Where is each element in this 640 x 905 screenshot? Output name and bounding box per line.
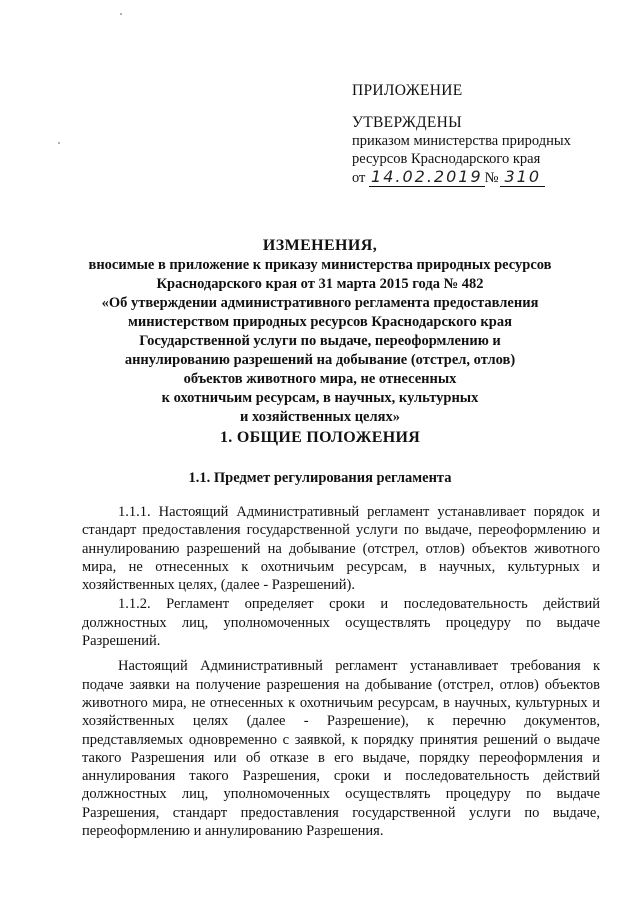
approval-block <box>352 82 612 187</box>
document-body <box>82 503 600 840</box>
handwritten-date: 14.02.2019 <box>371 167 483 186</box>
scan-speck <box>120 13 122 15</box>
approved-heading: УТВЕРЖДЕНЫ <box>352 114 462 131</box>
paragraph-1-1-1: 1.1.1. Настоящий Административный регламент устанавливает порядок и стандарт предоставления государственной услуги по выдаче, переоформлению и аннулированию разрешений на добывание (отстрел, отлов) объектов животного мира, не отнесенных к охотничьим ресурсам, в научных, культурных и хозяйственных целях, (далее - Разрешений). <box>82 504 600 594</box>
from-label: от <box>352 170 366 186</box>
changes-title-line: аннулированию разрешений на добывание (отстрел, отлов) <box>124 352 516 368</box>
approval-order-line: приказом министерства природных <box>352 133 571 149</box>
approval-date-number-line <box>352 168 612 187</box>
scan-speck <box>58 142 60 144</box>
changes-title-line: Государственной услуги по выдаче, переоформлению и <box>139 333 501 349</box>
changes-title-line: министерством природных ресурсов Краснодарского края <box>128 314 512 330</box>
changes-title: ИЗМЕНЕНИЯ, <box>262 237 378 254</box>
changes-title-line: вносимые в приложение к приказу министерства природных ресурсов <box>88 257 552 273</box>
changes-title-line: Краснодарского края от 31 марта 2015 года № 482 <box>156 276 484 292</box>
changes-title-line: объектов животного мира, не отнесенных <box>183 371 457 387</box>
paragraph-requirements: Настоящий Административный регламент устанавливает требования к подаче заявки на получение разрешения на добывание (отстрел, отлов) объектов животного мира, не отнесенных к охотничьим ресурсам, в научных, культурных и хозяйственных целях (далее - Разрешение), к перечню документов, представляемых одновременно с заявкой, к порядку принятия решений о выдаче такого Разрешения или об отказе в его выдаче, порядку переоформления и аннулирования такого Разрешения, сроки и последовательность действий должностных лиц, уполномоченных осуществлять процедуру по выдаче Разрешения, стандарт предоставления государственной услуги по выдаче, переоформлению и аннулированию Разрешения. <box>82 658 600 840</box>
approval-ministry-line: ресурсов Краснодарского края <box>352 151 541 167</box>
number-label: № <box>484 170 499 186</box>
appendix-heading: ПРИЛОЖЕНИЕ <box>352 82 463 99</box>
changes-title-line: и хозяйственных целях» <box>240 409 400 425</box>
paragraph-1-1-2: 1.1.2. Регламент определяет сроки и последовательность действий должностных лиц, уполномоченных осуществлять процедуру по выдаче Разрешений. <box>82 596 600 650</box>
section-1-1-heading: 1.1. Предмет регулирования регламента <box>188 470 452 486</box>
changes-title-block <box>40 236 600 427</box>
changes-title-line: «Об утверждении административного регламента предоставления <box>101 295 539 311</box>
section-1-heading: 1. ОБЩИЕ ПОЛОЖЕНИЯ <box>219 429 421 446</box>
handwritten-number: 310 <box>500 168 545 187</box>
changes-title-line: к охотничьим ресурсам, в научных, культурных <box>161 390 479 406</box>
